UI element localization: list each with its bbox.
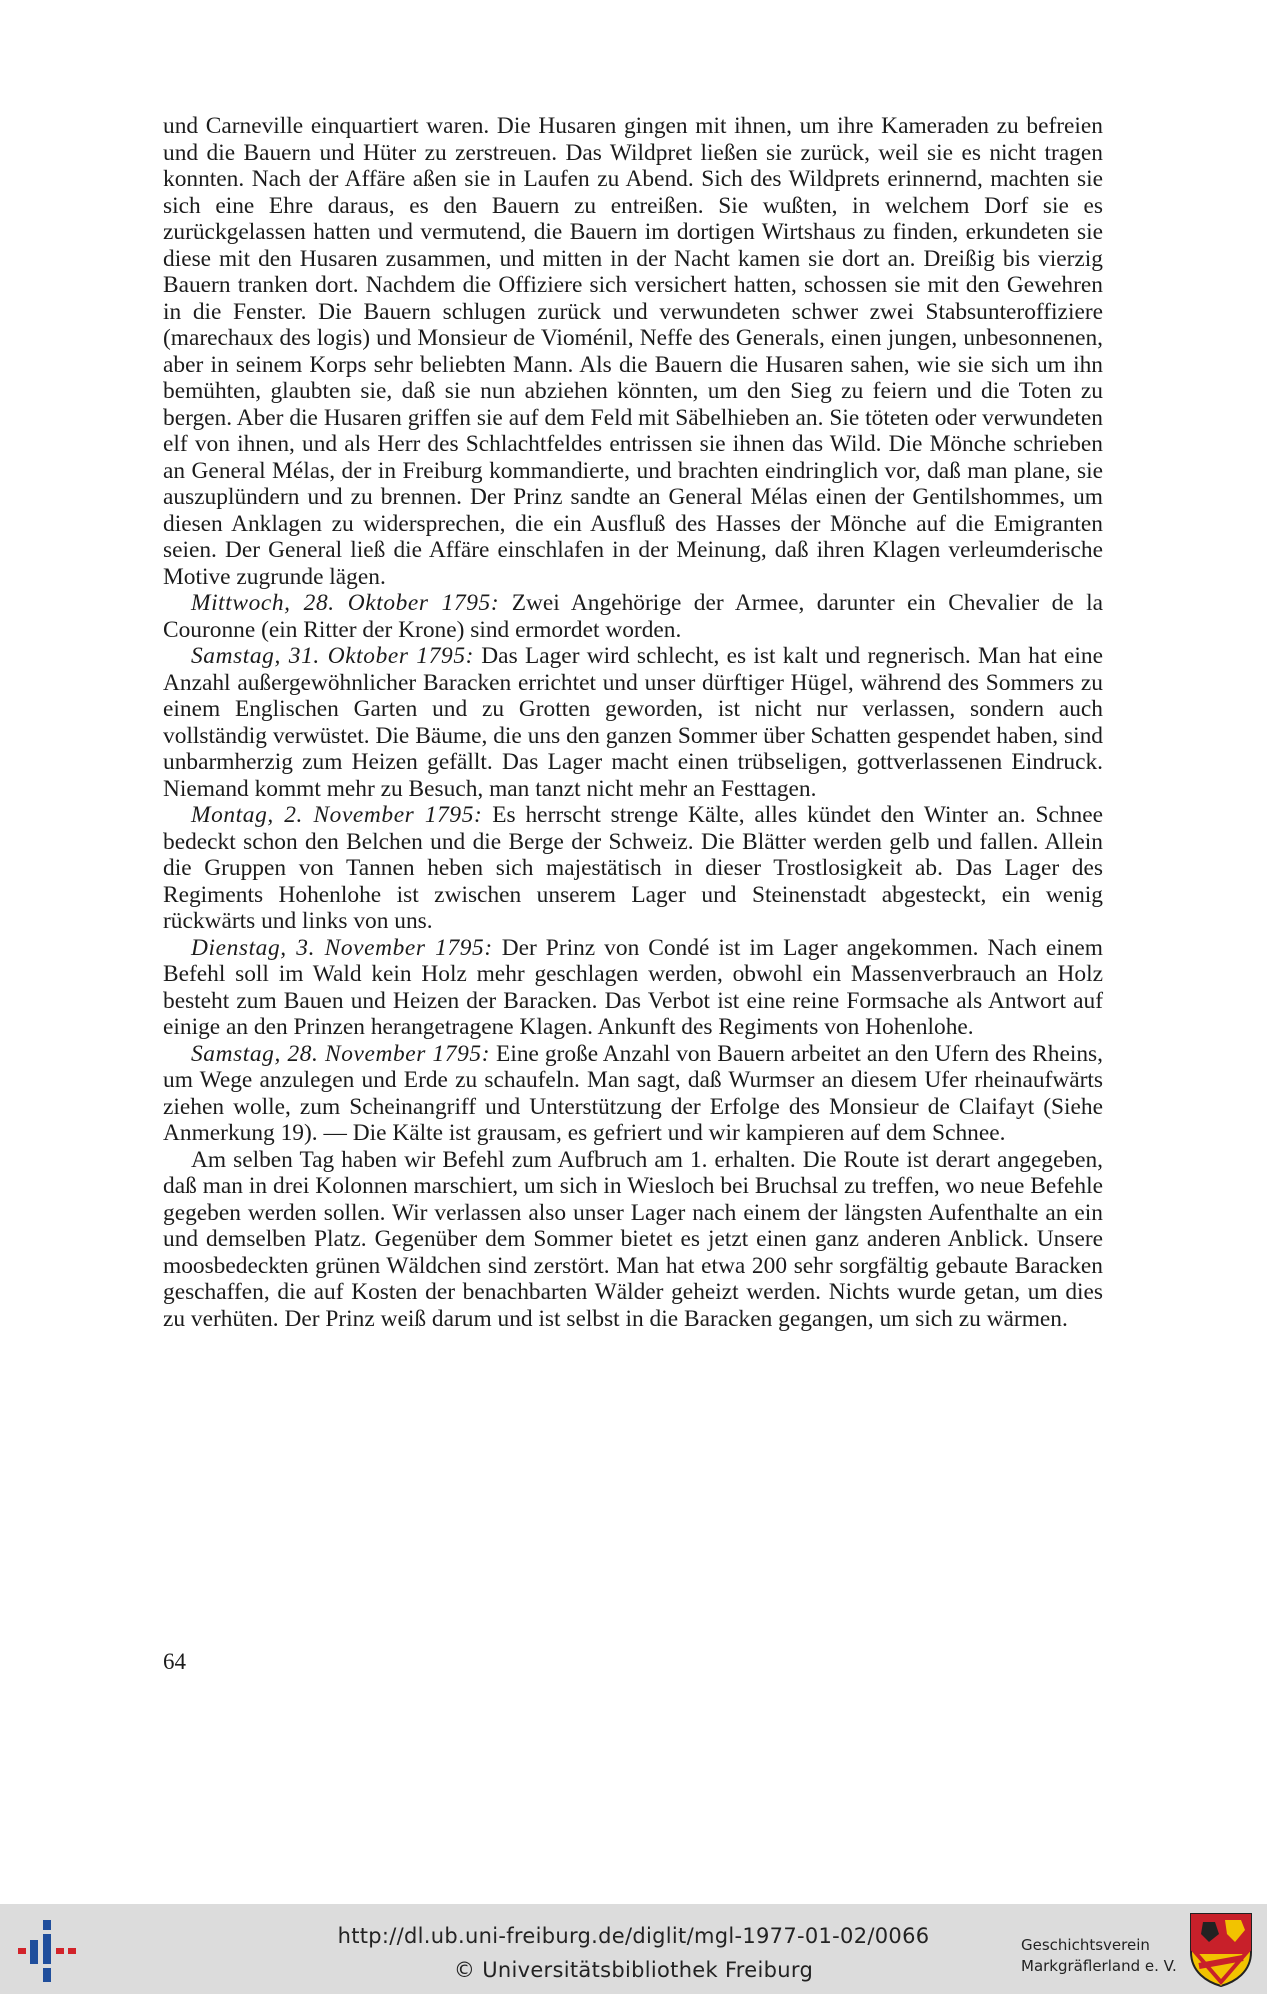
copyright-text: © Universitätsbibliothek Freiburg: [453, 1958, 814, 1982]
society-name-line1: Geschichtsverein: [1021, 1936, 1150, 1954]
diary-entry: [163, 643, 1103, 802]
page-body-text: [163, 113, 1103, 1332]
diary-entry: [163, 590, 1103, 643]
entry-date: Dienstag, 3. November 1795:: [191, 934, 493, 961]
entry-date: Samstag, 28. November 1795:: [191, 1040, 491, 1067]
entry-date: Montag, 2. November 1795:: [191, 802, 483, 828]
page-number: 64: [163, 1649, 186, 1674]
entry-text: Der Prinz von Condé ist im Lager angekommen. Nach einem Befehl soll im Wald kein Holz mehr geschlagen werden, obwohl ein Massenverbrauch an Holz besteht zum Bauen und Heizen der Baracken. Das Verbot ist eine reine Formsache als Antwort auf einige an den Prinzen herangetragene Klagen. Ankunft des Regiments von Hohenlohe.: [163, 934, 1103, 1040]
diary-entry: [163, 802, 1103, 935]
entry-text: Eine große Anzahl von Bauern arbeitet an den Ufern des Rheins, um Wege anzulegen und Erde zu schaufeln. Man sagt, daß Wurmser an diesem Ufer rheinaufwärts ziehen wolle, zum Scheinangriff und Unterstützung der Erfolge des Monsieur de Claifayt (Siehe Anmerkung 19). — Die Kälte ist grausam, es gefriert und wir kampieren auf dem Schnee.: [163, 1040, 1103, 1146]
entry-text: Es herrscht strenge Kälte, alles kündet den Winter an. Schnee bedeckt schon den Belchen und die Berge der Schweiz. Die Blätter werden gelb und fallen. Allein die Gruppen von Tannen heben sich majestätisch in dieser Trostlosigkeit ab. Das Lager des Regiments Hohenlohe ist zwischen unserem Lager und Steinenstadt abgesteckt, ein wenig rückwärts und links von uns.: [163, 802, 1103, 934]
paragraph: Am selben Tag haben wir Befehl zum Aufbruch am 1. erhalten. Die Route ist derart angegeben, daß man in drei Kolonnen marschiert, um sich in Wiesloch bei Bruchsal zu treffen, wo neue Befehle gegeben werden sollen. Wir verlassen also unser Lager nach einem der längsten Aufenthalte an ein und demselben Platz. Gegenüber dem Sommer bietet es jetzt einen ganz anderen Anblick. Unsere moosbedeckten grünen Wäldchen sind zerstört. Man hat etwa 200 sehr sorgfältig gebaute Baracken geschaffen, die auf Kosten der benachbarten Wälder geheizt werden. Nichts wurde getan, um dies zu verhüten. Der Prinz weiß darum und ist selbst in die Baracken gegangen, um sich zu wärmen.: [163, 1146, 1103, 1332]
diary-entry: [163, 1041, 1103, 1147]
entry-date: Samstag, 31. Oktober 1795:: [191, 643, 475, 669]
society-name: [1021, 1935, 1177, 1977]
society-name-line2: Markgräflerland e. V.: [1021, 1957, 1177, 1975]
coat-of-arms-icon[interactable]: [1189, 1912, 1253, 1988]
entry-date: Mittwoch, 28. Oktober 1795:: [191, 590, 500, 616]
entry-text: Das Lager wird schlecht, es ist kalt und regnerisch. Man hat eine Anzahl außergewöhnlicher Baracken errichtet und unser dürftiger Hügel, während des Sommers zu einem Englischen Garten und zu Grotten geworden, ist nicht nur verlassen, sondern auch vollständig verwüstet. Die Bäume, die uns den ganzen Sommer über Schatten gespendet haben, sind unbarmherzig zum Heizen gefällt. Das Lager macht einen trübseligen, gottverlassenen Eindruck. Niemand kommt mehr zu Besuch, man tanzt nicht mehr an Festtagen.: [163, 643, 1103, 802]
footer-bar: [0, 1904, 1267, 1994]
document-url-link[interactable]: http://dl.ub.uni-freiburg.de/diglit/mgl-1977-01-02/0066: [337, 1924, 930, 1948]
paragraph: und Carneville einquartiert waren. Die Husaren gingen mit ihnen, um ihre Kameraden zu befreien und die Bauern und Hüter zu zerstreuen. Das Wildpret ließen sie zurück, weil sie es nicht tragen konnten. Nach der Affäre aßen sie in Laufen zu Abend. Sich des Wildprets erinnernd, machten sie sich eine Ehre daraus, es den Bauern zu entreißen. Sie wußten, in welchem Dorf sie es zurückgelassen hatten und vermutend, die Bauern im dortigen Wirtshaus zu finden, erkundeten sie diese mit den Husaren zusammen, und mitten in der Nacht kamen sie dort an. Dreißig bis vierzig Bauern tranken dort. Nachdem die Offiziere sich versichert hatten, schossen sie mit den Gewehren in die Fenster. Die Bauern schlugen zurück und verwundeten schwer zwei Stabsunteroffiziere (marechaux des logis) und Monsieur de Vioménil, Neffe des Generals, einen jungen, unbesonnenen, aber in seinem Korps sehr beliebten Mann. Als die Bauern die Husaren sahen, wie sie sich um ihn bemühten, glaubten sie, daß sie nun abziehen könnten, um den Sieg zu feiern und die Toten zu bergen. Aber die Husaren griffen sie auf dem Feld mit Säbelhieben an. Sie töteten oder verwundeten elf von ihnen, und als Herr des Schlachtfeldes entrissen sie ihnen das Wild. Die Mönche schrieben an General Mélas, der in Freiburg kommandierte, und brachten eindringlich vor, daß man plane, sie auszuplündern und zu brennen. Der Prinz sandte an General Mélas einen der Gentilshommes, um diesen Anklagen zu widersprechen, die ein Ausfluß des Hasses der Mönche auf die Emigranten seien. Der General ließ die Affäre einschlafen in der Meinung, daß ihren Klagen verleumderische Motive zugrunde lägen.: [163, 113, 1103, 590]
entry-text: Zwei Angehörige der Armee, darunter ein Chevalier de la Couronne (ein Ritter der Krone) sind ermordet worden.: [163, 590, 1103, 643]
diary-entry: [163, 935, 1103, 1041]
